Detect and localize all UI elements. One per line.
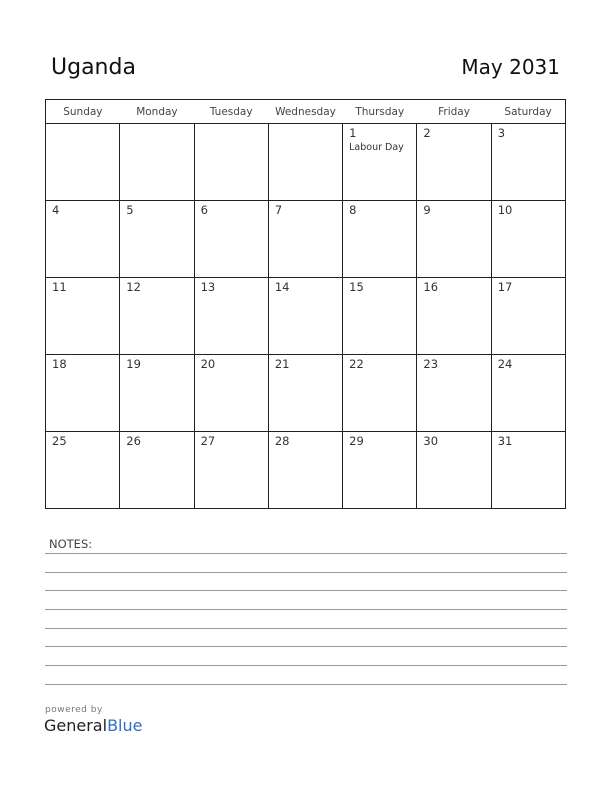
day-cell (194, 124, 268, 201)
day-number: 1 (349, 126, 357, 140)
note-line (45, 665, 567, 666)
day-number: 22 (349, 357, 364, 371)
day-number: 31 (497, 434, 513, 448)
note-line (45, 609, 567, 610)
note-line (45, 646, 567, 647)
note-line (45, 553, 567, 554)
weekday-header: Tuesday (194, 100, 268, 124)
day-number: 4 (52, 203, 60, 217)
day-number: 15 (349, 280, 364, 294)
week-row (46, 432, 566, 509)
day-number: 27 (200, 434, 216, 448)
day-number: 17 (497, 280, 513, 294)
day-cell (343, 201, 417, 278)
day-cell (491, 278, 565, 355)
day-cell (491, 201, 565, 278)
day-cell (417, 278, 491, 355)
day-cell (417, 124, 491, 201)
day-cell (120, 355, 194, 432)
day-number: 9 (423, 203, 431, 217)
day-cell (194, 432, 268, 509)
week-row (46, 201, 566, 278)
day-number: 29 (349, 434, 364, 448)
day-cell (46, 278, 120, 355)
holiday-label: Labour Day (349, 142, 404, 153)
day-number: 21 (274, 357, 290, 371)
day-number: 30 (423, 434, 439, 448)
day-number: 16 (423, 280, 439, 294)
day-number: 13 (200, 280, 216, 294)
day-number: 28 (274, 434, 290, 448)
day-number: 5 (126, 203, 134, 217)
day-number: 7 (274, 203, 283, 217)
day-cell (491, 432, 565, 509)
generalblue-logo (44, 716, 142, 735)
day-number: 23 (423, 357, 439, 371)
weekday-header: Thursday (343, 100, 417, 124)
day-cell (417, 201, 491, 278)
day-cell (343, 432, 417, 509)
weekday-header-row (46, 100, 566, 124)
day-cell (194, 201, 268, 278)
week-row (46, 278, 566, 355)
day-cell (120, 278, 194, 355)
day-number: 3 (497, 126, 506, 140)
month-year-title: May 2031 (461, 55, 560, 79)
day-number: 2 (423, 126, 431, 140)
day-number: 18 (52, 357, 67, 371)
day-cell (268, 124, 342, 201)
brand-general: General (44, 716, 108, 735)
weekday-header: Monday (120, 100, 194, 124)
calendar-grid (45, 99, 566, 509)
day-number: 8 (349, 203, 357, 217)
note-line (45, 684, 567, 685)
day-cell (46, 124, 120, 201)
day-number: 10 (497, 203, 513, 217)
day-cell (343, 124, 417, 201)
country-title: Uganda (51, 55, 136, 80)
day-cell (417, 355, 491, 432)
note-line (45, 572, 567, 573)
day-number: 26 (126, 434, 141, 448)
day-number: 25 (52, 434, 67, 448)
day-cell (268, 278, 342, 355)
day-cell (268, 201, 342, 278)
day-number: 12 (126, 280, 141, 294)
week-row (46, 124, 566, 201)
weekday-header: Wednesday (268, 100, 342, 124)
brand-blue: Blue (107, 716, 143, 735)
day-cell (46, 432, 120, 509)
weekday-header: Friday (417, 100, 491, 124)
day-cell (268, 355, 342, 432)
day-number: 19 (126, 357, 141, 371)
day-cell (194, 355, 268, 432)
day-cell (120, 432, 194, 509)
day-cell (343, 278, 417, 355)
day-cell (491, 355, 565, 432)
day-cell (46, 201, 120, 278)
day-number: 24 (497, 357, 513, 371)
day-number: 11 (52, 280, 67, 294)
day-cell (268, 432, 342, 509)
day-cell (417, 432, 491, 509)
week-row (46, 355, 566, 432)
note-line (45, 628, 567, 629)
day-cell (491, 124, 565, 201)
day-cell (120, 124, 194, 201)
weekday-header: Sunday (46, 100, 120, 124)
weekday-header: Saturday (491, 100, 565, 124)
day-cell (46, 355, 120, 432)
note-line (45, 590, 567, 591)
day-number: 20 (200, 357, 216, 371)
powered-by-text: powered by (45, 705, 103, 715)
day-number: 14 (274, 280, 290, 294)
notes-label: NOTES: (49, 537, 93, 551)
day-number: 6 (200, 203, 208, 217)
day-cell (120, 201, 194, 278)
day-cell (343, 355, 417, 432)
day-cell (194, 278, 268, 355)
